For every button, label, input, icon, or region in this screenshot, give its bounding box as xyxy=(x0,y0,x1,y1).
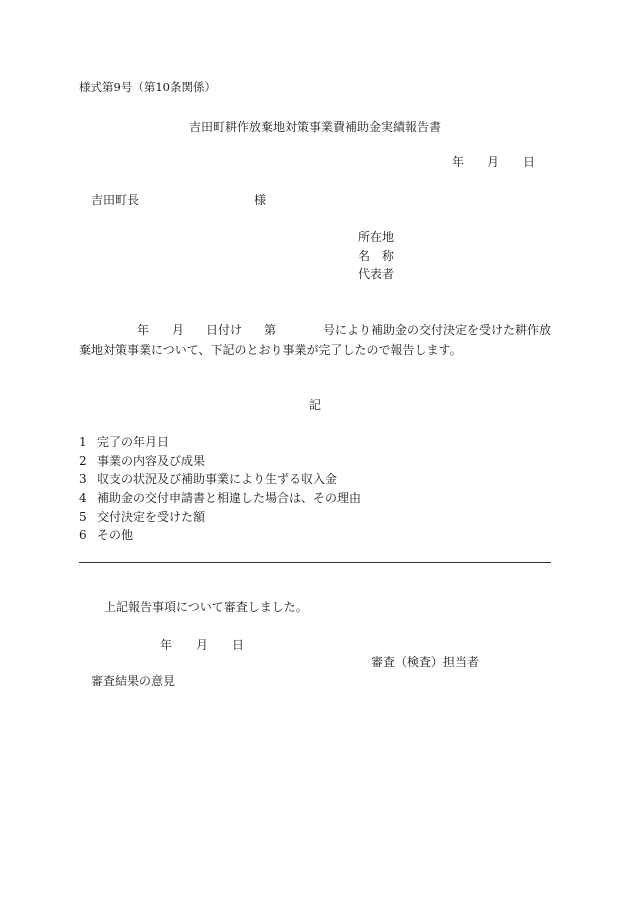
applicant-address-label: 所在地 xyxy=(358,230,395,244)
header-date-month: 月 xyxy=(487,155,500,169)
item-text: 収支の状況及び補助事業により生ずる収入金 xyxy=(97,472,338,486)
list-item xyxy=(79,473,337,485)
item-text: その他 xyxy=(97,528,134,542)
review-statement: 上記報告事項について審査しました。 xyxy=(104,600,308,614)
list-item xyxy=(79,492,361,504)
reviewer-label: 審査（検査）担当者 xyxy=(371,655,480,669)
addressee-honorific: 様 xyxy=(254,193,267,207)
form-number: 様式第9号（第10条関係） xyxy=(79,80,216,94)
ki-label: 記 xyxy=(308,398,321,412)
list-item xyxy=(79,529,133,541)
body-month: 月 xyxy=(172,323,185,337)
body-line1-rest: 号により補助金の交付決定を受けた耕作放 xyxy=(323,323,552,337)
body-date-suffix: 日付け xyxy=(206,323,243,337)
review-result-label: 審査結果の意見 xyxy=(91,674,176,688)
body-dai: 第 xyxy=(264,323,277,337)
item-text: 交付決定を受けた額 xyxy=(97,510,206,524)
body-line2: 棄地対策事業について、下記のとおり事業が完了したので報告します。 xyxy=(79,343,462,357)
item-number: 2 xyxy=(79,454,87,468)
body-year: 年 xyxy=(137,323,150,337)
review-date-year: 年 xyxy=(160,638,173,652)
item-number: 4 xyxy=(79,491,87,505)
review-date-day: 日 xyxy=(232,638,245,652)
header-date-day: 日 xyxy=(523,155,536,169)
list-item xyxy=(79,455,205,467)
item-text: 事業の内容及び成果 xyxy=(97,454,206,468)
item-number: 6 xyxy=(79,528,87,542)
item-number: 3 xyxy=(79,472,87,486)
document-title: 吉田町耕作放棄地対策事業費補助金実績報告書 xyxy=(188,120,441,134)
section-divider xyxy=(79,562,551,563)
item-text: 補助金の交付申請書と相違した場合は、その理由 xyxy=(97,491,362,505)
item-number: 1 xyxy=(79,435,87,449)
addressee-name: 吉田町長 xyxy=(91,193,140,207)
review-date-month: 月 xyxy=(196,638,209,652)
item-number: 5 xyxy=(79,510,87,524)
applicant-name-label: 名 称 xyxy=(358,249,395,263)
applicant-representative-label: 代表者 xyxy=(358,267,395,281)
header-date-year: 年 xyxy=(452,155,465,169)
list-item xyxy=(79,436,169,448)
list-item xyxy=(79,511,205,523)
item-text: 完了の年月日 xyxy=(97,435,170,449)
